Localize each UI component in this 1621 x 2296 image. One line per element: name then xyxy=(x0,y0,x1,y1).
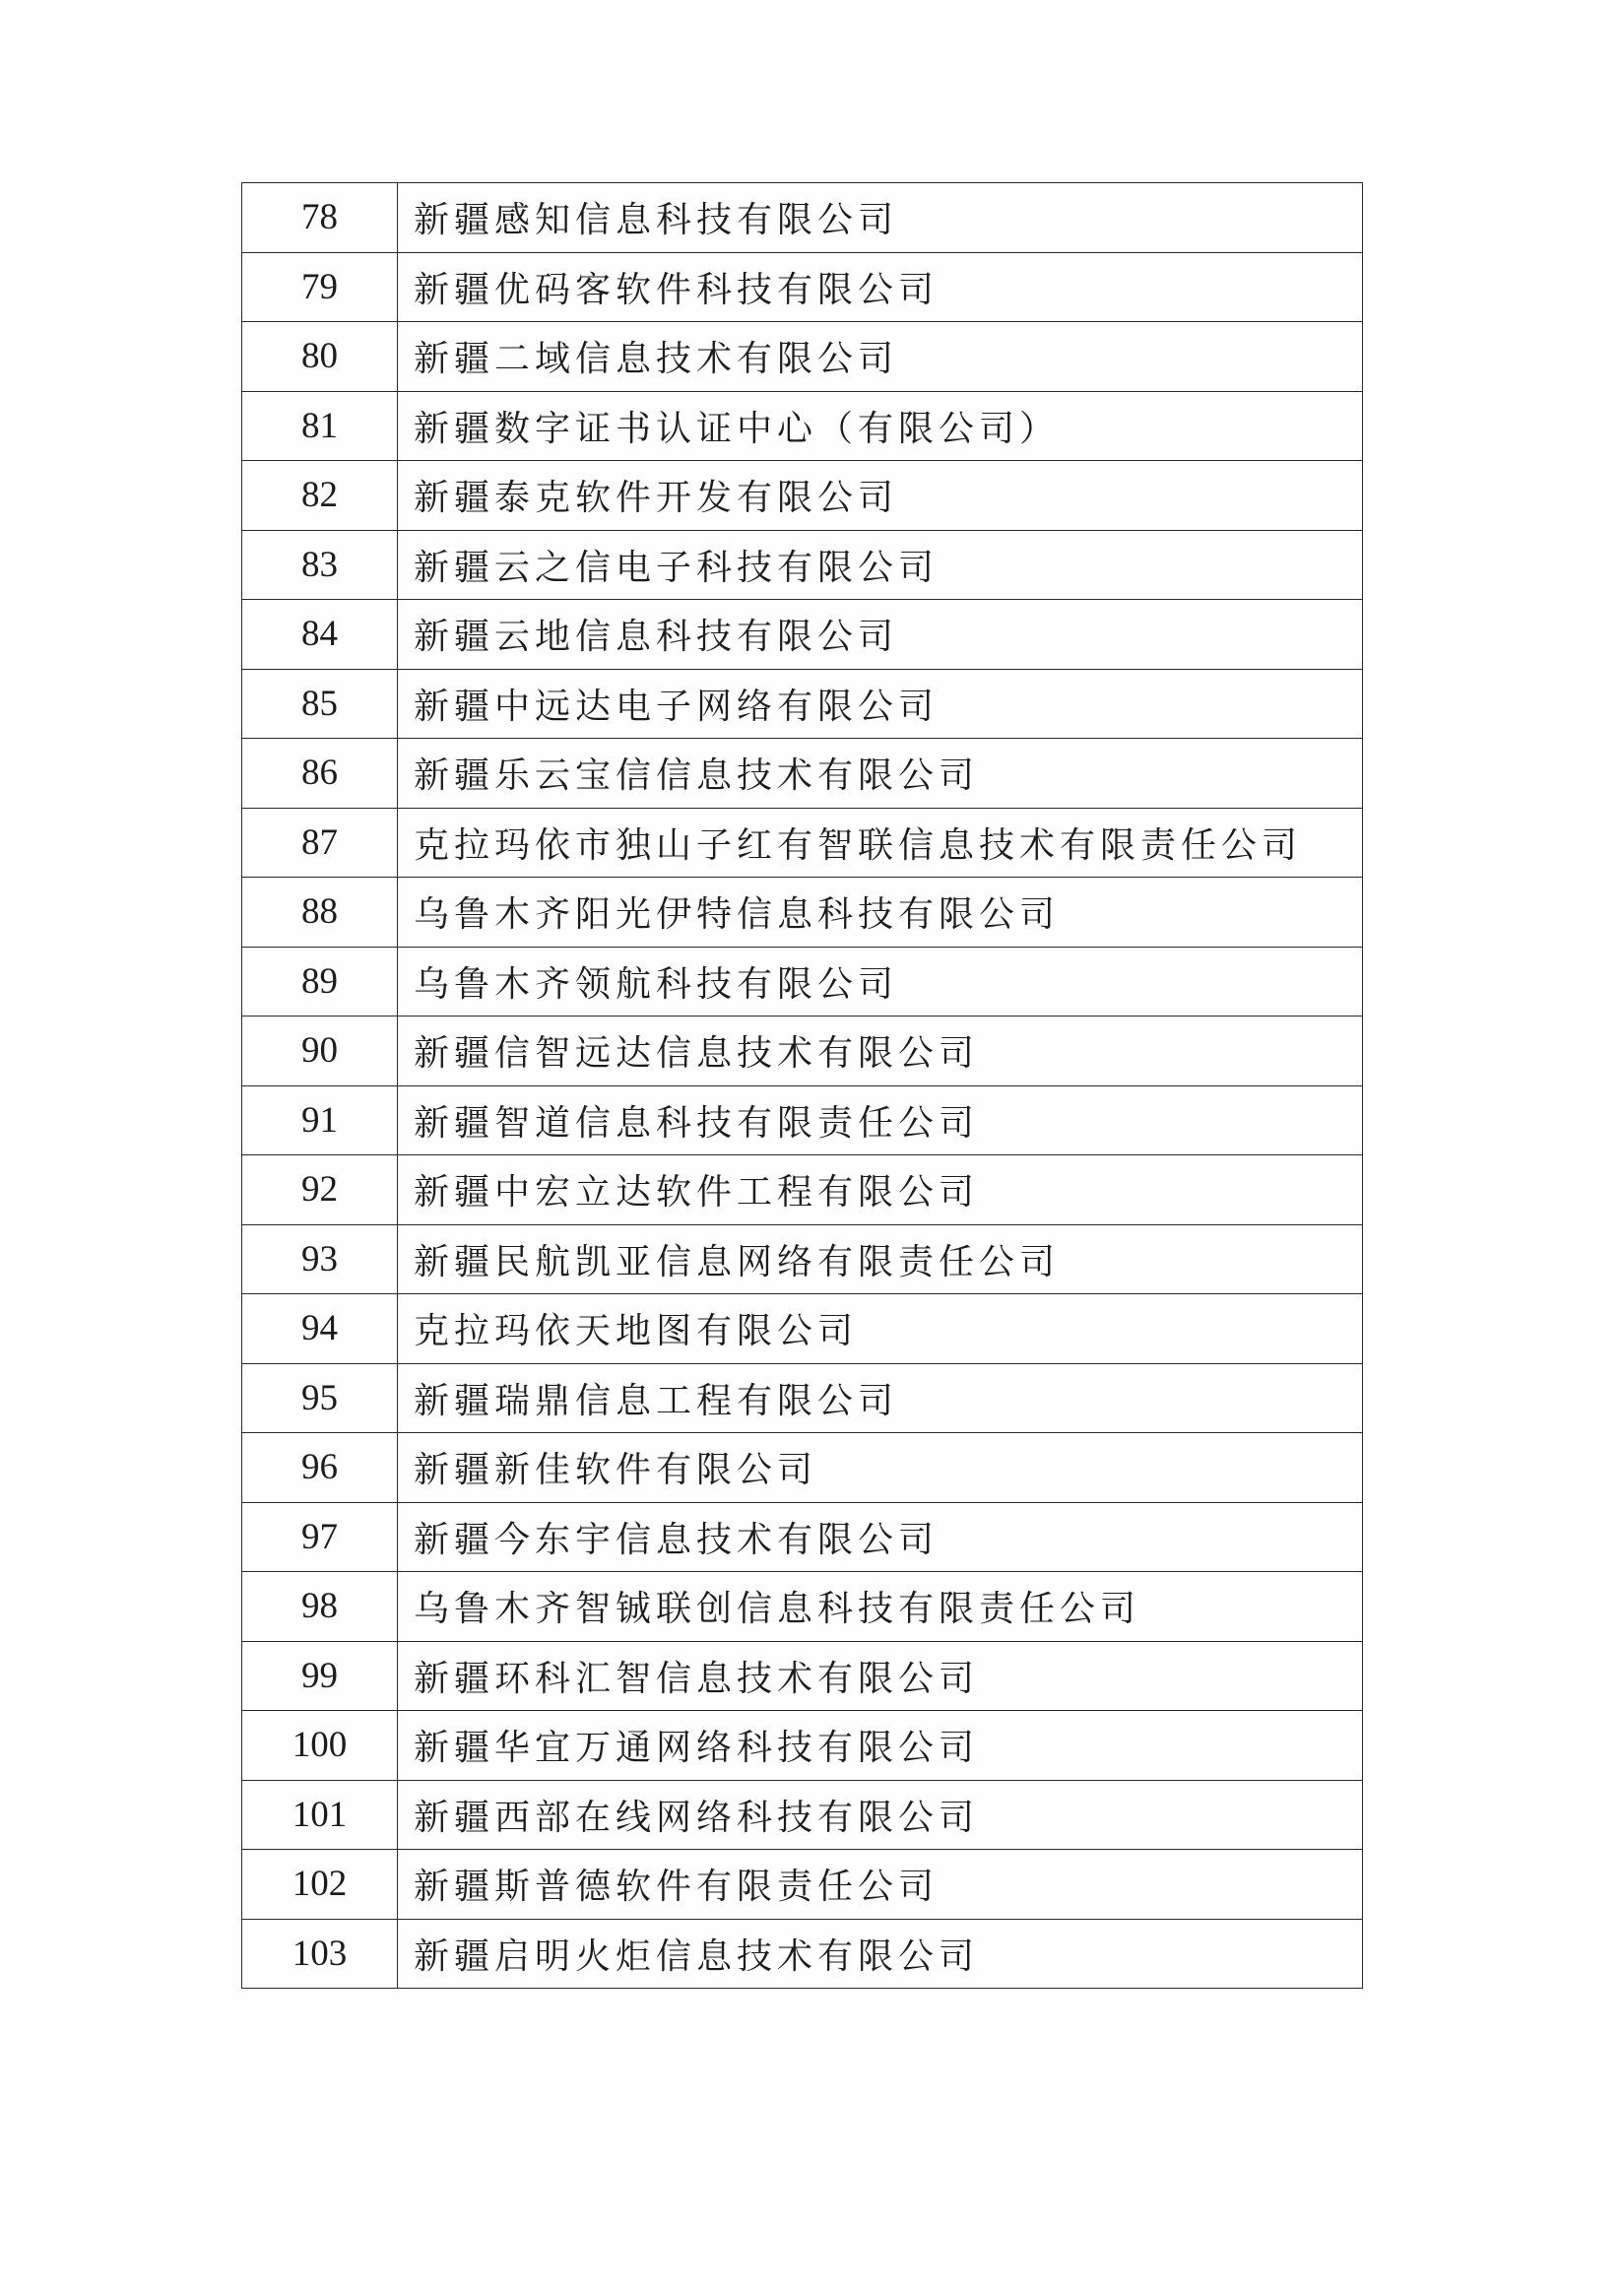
table-row xyxy=(242,1780,1363,1850)
row-number: 91 xyxy=(242,1085,398,1155)
table-row xyxy=(242,1572,1363,1642)
company-name: 新疆智道信息科技有限责任公司 xyxy=(398,1085,1363,1155)
company-name: 新疆优码客软件科技有限公司 xyxy=(398,252,1363,322)
table-row xyxy=(242,1363,1363,1433)
row-number: 94 xyxy=(242,1294,398,1364)
row-number: 82 xyxy=(242,461,398,531)
company-name: 新疆泰克软件开发有限公司 xyxy=(398,461,1363,531)
row-number: 83 xyxy=(242,530,398,600)
row-number: 95 xyxy=(242,1363,398,1433)
company-name: 新疆启明火炬信息技术有限公司 xyxy=(398,1919,1363,1989)
company-name: 新疆二域信息技术有限公司 xyxy=(398,322,1363,392)
table-row xyxy=(242,1294,1363,1364)
row-number: 93 xyxy=(242,1224,398,1294)
row-number: 98 xyxy=(242,1572,398,1642)
table-row xyxy=(242,808,1363,878)
table-row xyxy=(242,183,1363,253)
row-number: 103 xyxy=(242,1919,398,1989)
table-row xyxy=(242,1641,1363,1711)
table-row xyxy=(242,739,1363,809)
table-row xyxy=(242,252,1363,322)
table-row xyxy=(242,1502,1363,1572)
table-row xyxy=(242,947,1363,1017)
table-row xyxy=(242,1433,1363,1503)
row-number: 85 xyxy=(242,669,398,739)
row-number: 100 xyxy=(242,1711,398,1781)
row-number: 92 xyxy=(242,1155,398,1225)
company-name: 新疆新佳软件有限公司 xyxy=(398,1433,1363,1503)
company-name: 新疆华宜万通网络科技有限公司 xyxy=(398,1711,1363,1781)
company-name: 新疆数字证书认证中心（有限公司） xyxy=(398,391,1363,461)
table-row xyxy=(242,530,1363,600)
company-name: 新疆云地信息科技有限公司 xyxy=(398,600,1363,670)
table-row xyxy=(242,1085,1363,1155)
company-name: 新疆云之信电子科技有限公司 xyxy=(398,530,1363,600)
row-number: 84 xyxy=(242,600,398,670)
row-number: 99 xyxy=(242,1641,398,1711)
company-list-table xyxy=(241,182,1363,1989)
row-number: 88 xyxy=(242,878,398,948)
row-number: 80 xyxy=(242,322,398,392)
table-row xyxy=(242,1224,1363,1294)
row-number: 96 xyxy=(242,1433,398,1503)
table-row xyxy=(242,391,1363,461)
company-name: 新疆民航凯亚信息网络有限责任公司 xyxy=(398,1224,1363,1294)
row-number: 81 xyxy=(242,391,398,461)
table-row xyxy=(242,878,1363,948)
table-body xyxy=(242,183,1363,1989)
company-name: 新疆环科汇智信息技术有限公司 xyxy=(398,1641,1363,1711)
row-number: 86 xyxy=(242,739,398,809)
company-name: 新疆今东宇信息技术有限公司 xyxy=(398,1502,1363,1572)
table-row xyxy=(242,322,1363,392)
row-number: 97 xyxy=(242,1502,398,1572)
row-number: 78 xyxy=(242,183,398,253)
table-row xyxy=(242,1850,1363,1920)
table-row xyxy=(242,669,1363,739)
company-name: 乌鲁木齐阳光伊特信息科技有限公司 xyxy=(398,878,1363,948)
company-name: 乌鲁木齐领航科技有限公司 xyxy=(398,947,1363,1017)
company-name: 乌鲁木齐智铖联创信息科技有限责任公司 xyxy=(398,1572,1363,1642)
table-row xyxy=(242,1155,1363,1225)
company-name: 新疆瑞鼎信息工程有限公司 xyxy=(398,1363,1363,1433)
table-row xyxy=(242,1017,1363,1086)
table-row xyxy=(242,461,1363,531)
company-name: 新疆感知信息科技有限公司 xyxy=(398,183,1363,253)
row-number: 90 xyxy=(242,1017,398,1086)
row-number: 102 xyxy=(242,1850,398,1920)
company-name: 新疆西部在线网络科技有限公司 xyxy=(398,1780,1363,1850)
company-name: 新疆信智远达信息技术有限公司 xyxy=(398,1017,1363,1086)
company-name: 新疆中宏立达软件工程有限公司 xyxy=(398,1155,1363,1225)
table-row xyxy=(242,600,1363,670)
table-row xyxy=(242,1919,1363,1989)
row-number: 79 xyxy=(242,252,398,322)
row-number: 87 xyxy=(242,808,398,878)
row-number: 101 xyxy=(242,1780,398,1850)
company-name: 新疆中远达电子网络有限公司 xyxy=(398,669,1363,739)
row-number: 89 xyxy=(242,947,398,1017)
company-name: 新疆乐云宝信信息技术有限公司 xyxy=(398,739,1363,809)
company-name: 新疆斯普德软件有限责任公司 xyxy=(398,1850,1363,1920)
company-name: 克拉玛依天地图有限公司 xyxy=(398,1294,1363,1364)
table-row xyxy=(242,1711,1363,1781)
company-name: 克拉玛依市独山子红有智联信息技术有限责任公司 xyxy=(398,808,1363,878)
